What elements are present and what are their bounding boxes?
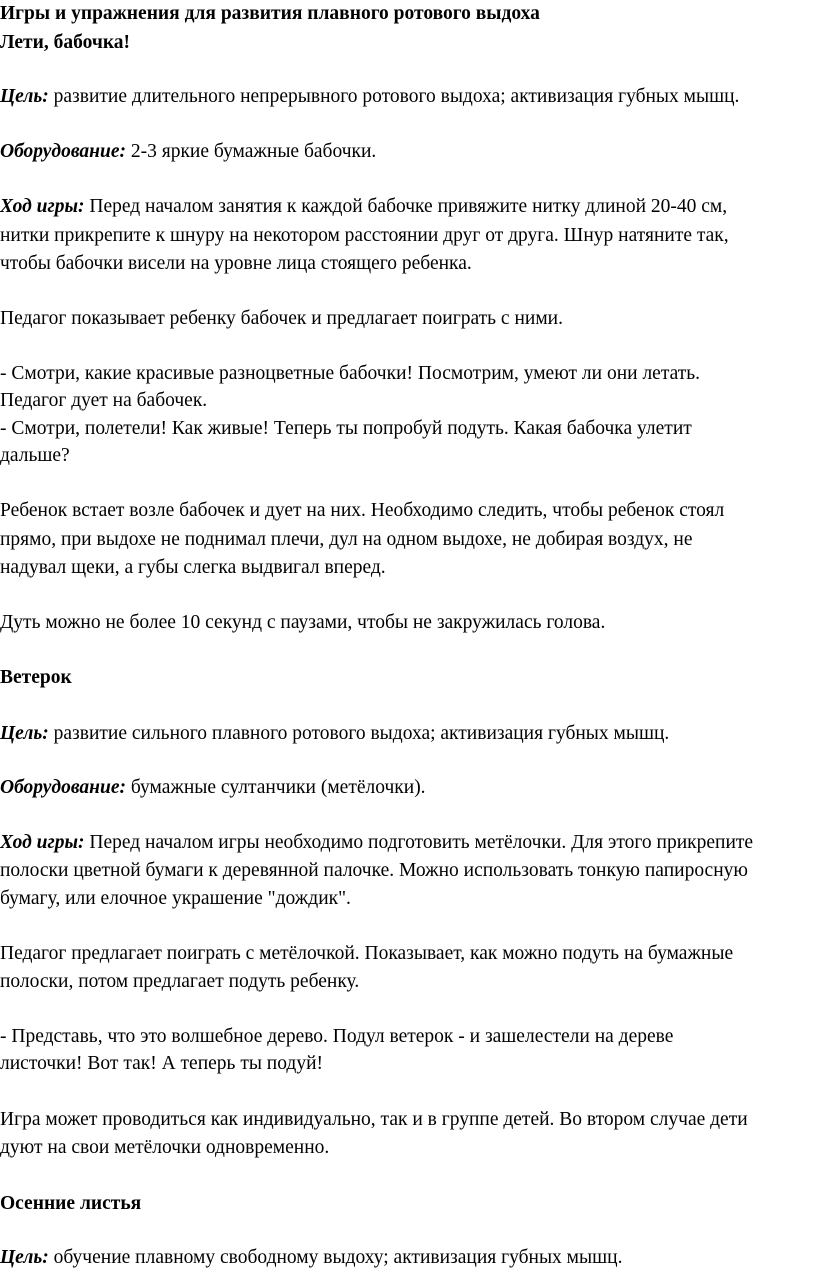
game3-title: Осенние листья bbox=[0, 1193, 142, 1214]
game1-course-line: чтобы бабочки висели на уровне лица стоящего ребенка. bbox=[0, 253, 472, 274]
course-label: Ход игры: bbox=[0, 832, 85, 853]
game1-dialog-line: дальше? bbox=[0, 445, 70, 466]
game1-equipment bbox=[0, 140, 376, 164]
game1-paragraph-line: надувал щеки, а губы слегка выдвигал вперед. bbox=[0, 557, 386, 578]
course-text: Перед началом игры необходимо подготовить метёлочки. Для этого прикрепите bbox=[89, 832, 754, 853]
goal-text: развитие сильного плавного ротового выдоха; активизация губных мышц. bbox=[53, 723, 670, 744]
game1-dialog-line: Педагог дует на бабочек. bbox=[0, 390, 208, 411]
goal-text: обучение плавному свободному выдоху; активизация губных мышц. bbox=[53, 1247, 623, 1268]
game2-paragraph-line: Педагог предлагает поиграть с метёлочкой. Показывает, как можно подуть на бумажные bbox=[0, 943, 734, 964]
document-title: Игры и упражнения для развития плавного ротового выдоха bbox=[0, 3, 540, 24]
game2-equipment bbox=[0, 776, 426, 800]
game2-goal bbox=[0, 722, 669, 746]
equipment-text: 2-3 яркие бумажные бабочки. bbox=[130, 141, 377, 162]
game1-dialog-line: - Смотри, какие красивые разноцветные бабочки! Посмотрим, умеют ли они летать. bbox=[0, 363, 701, 384]
equipment-text: бумажные султанчики (метёлочки). bbox=[130, 777, 426, 798]
game1-goal bbox=[0, 85, 739, 109]
game1-paragraph: Дуть можно не более 10 секунд с паузами, чтобы не закружилась голова. bbox=[0, 612, 606, 633]
game2-dialog-line: листочки! Вот так! А теперь ты подуй! bbox=[0, 1053, 324, 1074]
goal-text: развитие длительного непрерывного ротового выдоха; активизация губных мышц. bbox=[53, 86, 740, 107]
game1-paragraph-line: прямо, при выдохе не поднимал плечи, дул на одном выдохе, не добирая воздух, не bbox=[0, 529, 693, 550]
course-text: Перед началом занятия к каждой бабочке привяжите нитку длиной 20-40 см, bbox=[89, 196, 728, 217]
game2-dialog-line: - Представь, что это волшебное дерево. Подул ветерок - и зашелестели на дереве bbox=[0, 1026, 674, 1047]
game2-course-line: полоски цветной бумаги к деревянной палочке. Можно использовать тонкую папиросную bbox=[0, 860, 748, 881]
game2-paragraph-line: дуют на свои метёлочки одновременно. bbox=[0, 1137, 330, 1158]
game1-title: Лети, бабочка! bbox=[0, 32, 131, 53]
game1-course-line: нитки прикрепите к шнуру на некотором расстоянии друг от друга. Шнур натяните так, bbox=[0, 225, 729, 246]
game2-title: Ветерок bbox=[0, 667, 72, 688]
game1-paragraph: Педагог показывает ребенку бабочек и предлагает поиграть с ними. bbox=[0, 308, 563, 329]
game2-paragraph-line: полоски, потом предлагает подуть ребенку. bbox=[0, 971, 360, 992]
goal-label: Цель: bbox=[0, 1247, 49, 1268]
game1-dialog-line: - Смотри, полетели! Как живые! Теперь ты попробуй подуть. Какая бабочка улетит bbox=[0, 418, 692, 439]
game3-goal bbox=[0, 1246, 622, 1270]
game2-course-line: бумагу, или елочное украшение "дождик". bbox=[0, 888, 351, 909]
goal-label: Цель: bbox=[0, 86, 49, 107]
game1-paragraph-line: Ребенок встает возле бабочек и дует на них. Необходимо следить, чтобы ребенок стоял bbox=[0, 500, 725, 521]
course-label: Ход игры: bbox=[0, 196, 85, 217]
game1-course-line bbox=[0, 195, 727, 219]
equipment-label: Оборудование: bbox=[0, 141, 126, 162]
equipment-label: Оборудование: bbox=[0, 777, 126, 798]
game2-course-line bbox=[0, 831, 753, 855]
goal-label: Цель: bbox=[0, 723, 49, 744]
game2-paragraph-line: Игра может проводиться как индивидуально, так и в группе детей. Во втором случае дети bbox=[0, 1109, 748, 1130]
